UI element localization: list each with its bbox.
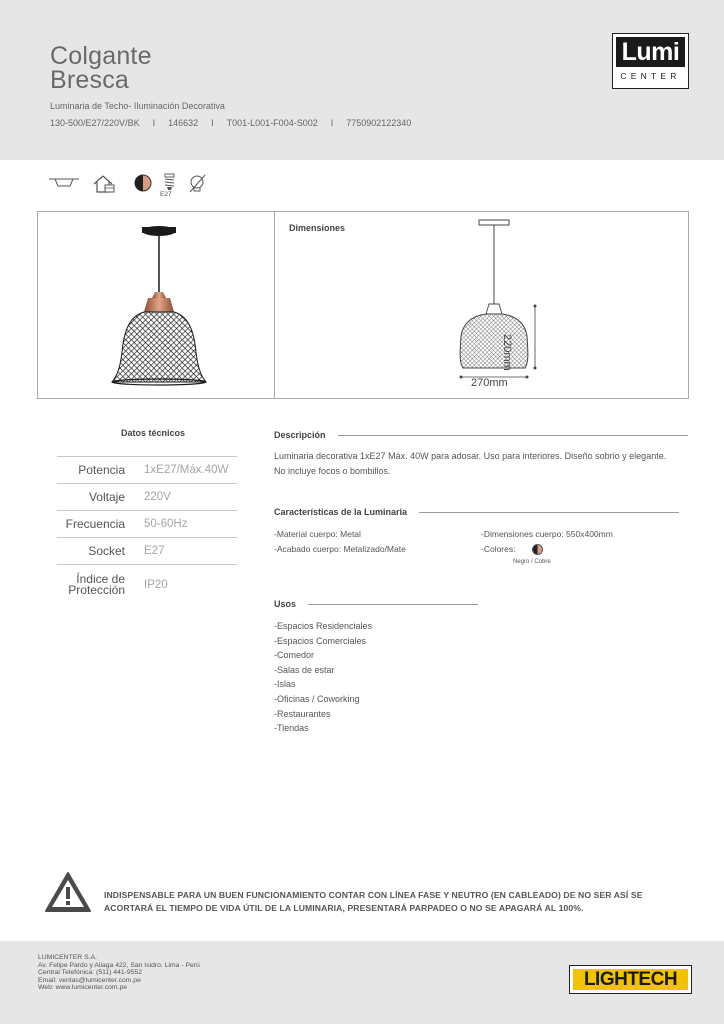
code-model: 130-500/E27/220V/BK [50, 118, 140, 128]
height-dimension: 220mm [501, 334, 513, 371]
code-separator: I [152, 118, 156, 128]
tech-row [57, 456, 237, 483]
width-dimension: 270mm [471, 377, 508, 389]
dimensions-label: Dimensiones [289, 223, 346, 233]
tech-value: 1xE27/Máx.40W [144, 464, 229, 476]
logo-subtext: CENTER [620, 71, 681, 81]
lumicenter-logo [612, 33, 689, 89]
company-address: Av. Felipe Pardo y Aliaga 422, San Isidro. Lima - Perú [38, 961, 200, 969]
feature-material: -Material cuerpo: Metal [274, 529, 361, 539]
pendant-lamp-photo [38, 212, 276, 400]
dimensions-box [274, 211, 689, 399]
section-rule [419, 512, 679, 513]
list-item: -Restaurantes [274, 708, 331, 719]
uses-list [274, 619, 372, 736]
tech-key [57, 571, 125, 597]
title-line1: Colgante [50, 42, 152, 70]
feature-colors-label: -Colores: [481, 544, 516, 554]
code-category: T001-L001-F004-S002 [226, 118, 318, 128]
tech-key: Potencia [78, 462, 125, 477]
logo-wordmark: Lumi [616, 37, 685, 67]
warning-icon [44, 871, 92, 913]
ceiling-mount-icon [48, 173, 80, 195]
description-line2: No incluye focos o bombillos. [274, 466, 391, 476]
features-heading-text: Características de la Luminaria [274, 507, 408, 517]
tech-key-line1: Índice de [76, 571, 125, 586]
title-line2: Bresca [50, 66, 130, 94]
code-barcode: 7750902122340 [346, 118, 412, 128]
company-email: Email: ventas@lumicenter.com.pe [38, 976, 141, 984]
tech-row [57, 510, 237, 537]
no-dimmable-icon [188, 173, 208, 195]
tech-value: E27 [144, 545, 165, 557]
tech-data-table [57, 456, 237, 604]
dimensions-drawing [275, 212, 690, 400]
list-item: -Oficinas / Coworking [274, 693, 360, 704]
tech-row [57, 564, 237, 604]
list-item: -Islas [274, 679, 296, 690]
tech-value: 220V [144, 491, 171, 503]
code-separator: I [211, 118, 214, 128]
list-item: -Comedor [274, 650, 315, 661]
company-contact [38, 954, 200, 992]
warning-line1: INDISPENSABLE PARA UN BUEN FUNCIONAMIENTO CONTAR CON LÍNEA FASE Y NEUTRO (EN CABLEADO) DE NO SER ASÍ SE [104, 890, 643, 900]
color-name: Negro / Cobre [513, 559, 551, 565]
list-item: -Salas de estar [274, 664, 335, 675]
company-web: Web: www.lumicenter.com.pe [38, 984, 128, 992]
list-item: -Espacios Comerciales [274, 635, 367, 646]
description-heading-text: Descripción [274, 430, 326, 440]
code-separator: I [330, 118, 334, 128]
list-item: -Tiendas [274, 723, 309, 734]
feature-finish: -Acabado cuerpo: Metalizado/Mate [274, 544, 406, 554]
uses-heading [274, 599, 478, 609]
tech-value: 50-60Hz [144, 518, 188, 530]
tech-row [57, 537, 237, 564]
company-name: LUMICENTER S.A. [38, 954, 97, 961]
tech-value: IP20 [144, 578, 168, 591]
code-sku: 146632 [168, 118, 199, 128]
bulb-type-label: E27 [160, 191, 172, 198]
tech-data-title: Datos técnicos [120, 428, 186, 438]
description-line1: Luminaria decorativa 1xE27 Máx. 40W para adosar. Uso para interiores. Diseño sobrio y elegante. [274, 451, 667, 461]
section-rule [338, 435, 688, 436]
color-swatch-black-copper [532, 544, 543, 555]
tech-key: Voltaje [88, 489, 125, 504]
tech-key-line2: Protección [68, 582, 125, 597]
description-text [274, 449, 692, 479]
product-subtitle: Luminaria de Techo- Iluminación Decorativa [50, 101, 225, 111]
list-item: -Espacios Residenciales [274, 621, 373, 631]
product-title [50, 44, 152, 92]
feature-dimensions: -Dimensiones cuerpo: 550x400mm [481, 529, 613, 539]
tech-key: Socket [88, 543, 125, 558]
features-heading [274, 507, 679, 517]
product-photo-box [37, 211, 275, 399]
lightech-logo [569, 965, 692, 994]
section-rule [308, 604, 478, 605]
lightech-wordmark: LIGHTECH [573, 969, 688, 990]
product-codes [50, 118, 411, 128]
indoor-home-icon [92, 173, 118, 195]
description-heading [274, 430, 688, 440]
color-swatch-icon [134, 173, 154, 195]
feature-icons [48, 173, 228, 199]
company-phone: Central Telefónica: (511) 441-9552 [38, 969, 143, 977]
warning-line2: ACORTARÁ EL TIEMPO DE VIDA ÚTIL DE LA LUMINARIA, PRESENTARÁ PARPADEO O NO SE APAGARÁ AL 100%. [104, 902, 584, 913]
warning-text [104, 889, 704, 914]
tech-key: Frecuencia [65, 516, 125, 531]
uses-heading-text: Usos [274, 599, 297, 609]
tech-row [57, 483, 237, 510]
